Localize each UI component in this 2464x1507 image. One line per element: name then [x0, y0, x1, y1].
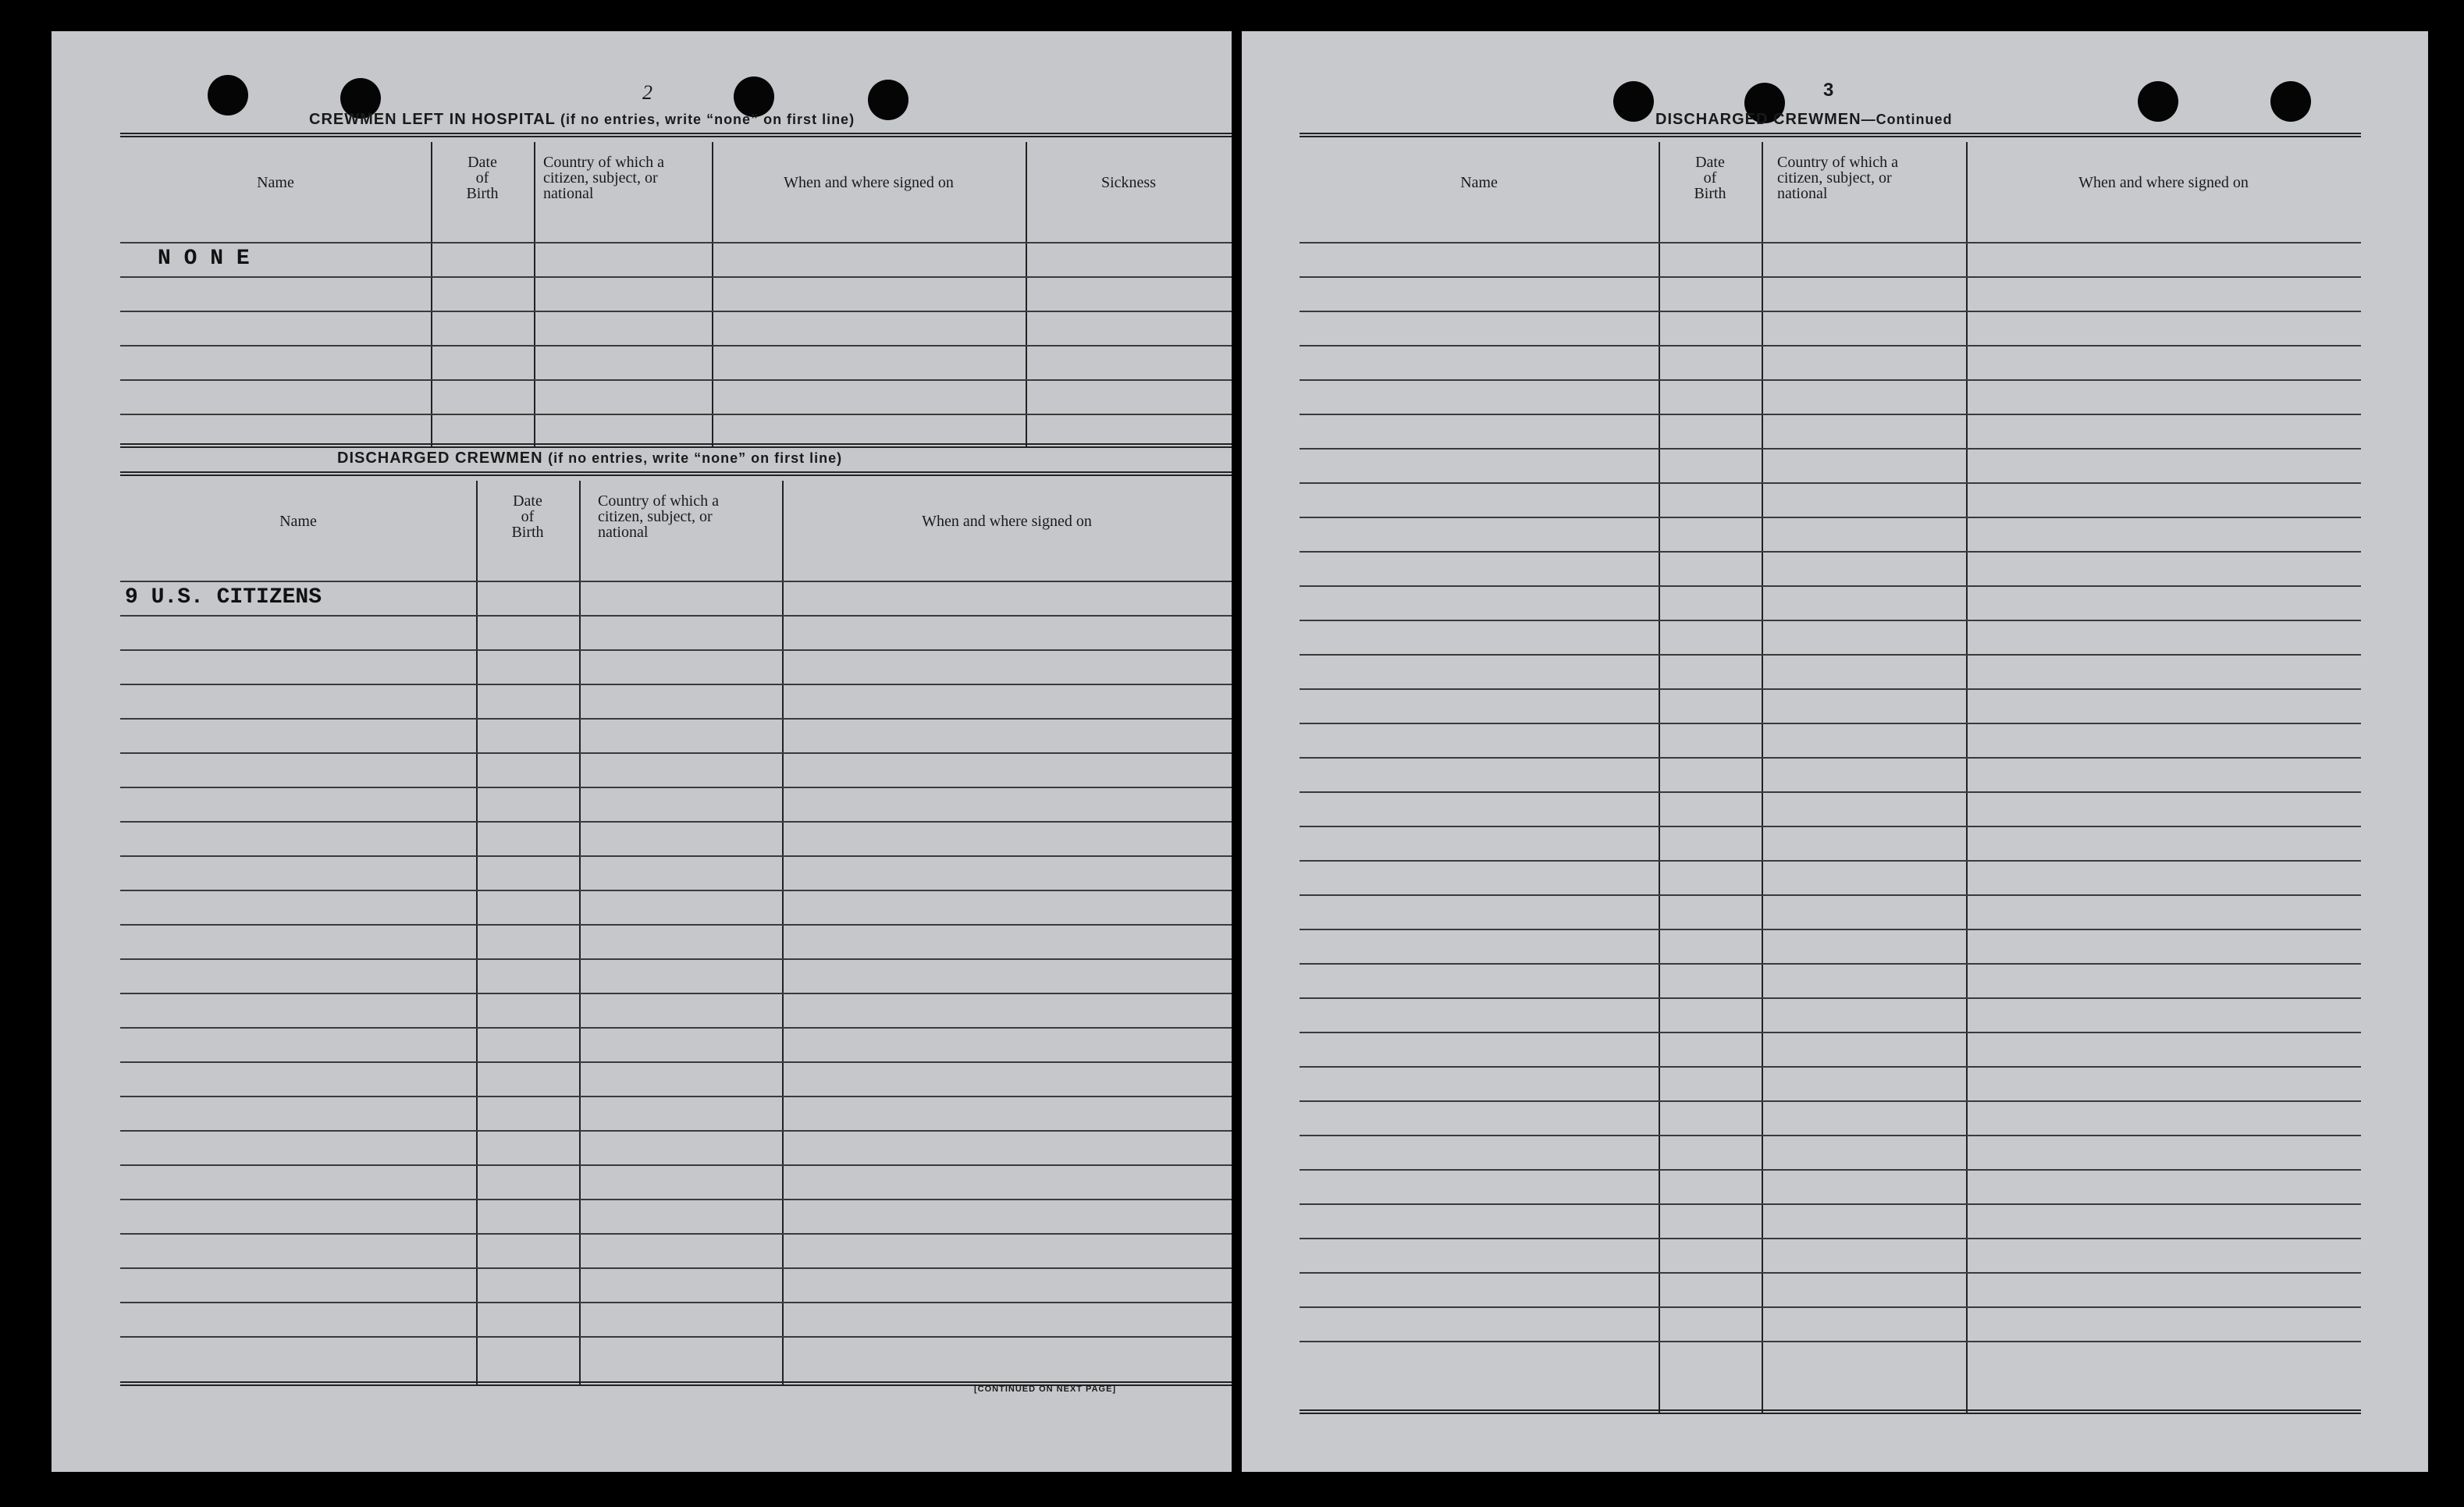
column-header-country: Country of which a citizen, subject, or national	[543, 154, 664, 202]
table-bottom-rule	[120, 443, 1232, 448]
typed-entry: 9 U.S. CITIZENS	[125, 585, 322, 610]
section-rule	[120, 133, 1232, 137]
typed-entry: N O N E	[158, 247, 250, 271]
section-rule	[1300, 133, 2361, 137]
row-line	[1300, 1135, 2361, 1136]
section-title-text: DISCHARGED CREWMEN	[1655, 111, 1861, 128]
row-line	[120, 414, 1232, 415]
row-line	[120, 1336, 1232, 1338]
discharged-table	[120, 481, 1232, 1386]
row-line	[1300, 551, 2361, 553]
row-line	[1300, 620, 2361, 621]
continued-section-title	[1655, 111, 1953, 129]
left-page	[52, 31, 1232, 1472]
row-line	[120, 718, 1232, 720]
row-line	[120, 993, 1232, 994]
row-line	[120, 1302, 1232, 1303]
row-line	[120, 1027, 1232, 1029]
column-divider	[1762, 142, 1763, 1414]
row-line	[120, 1233, 1232, 1235]
row-line	[120, 311, 1232, 312]
column-divider	[1966, 142, 1968, 1414]
row-line	[120, 1130, 1232, 1132]
punch-hole	[2138, 81, 2178, 122]
row-line	[120, 821, 1232, 823]
row-line	[1300, 1238, 2361, 1239]
section-subtitle-text: —Continued	[1861, 112, 1953, 127]
row-line	[1300, 723, 2361, 724]
column-divider	[782, 481, 784, 1386]
column-header-date-of-birth: Date of Birth	[511, 492, 544, 541]
section-rule	[120, 471, 1232, 476]
continued-note: [CONTINUED ON NEXT PAGE]	[974, 1384, 1117, 1394]
row-line	[1300, 1066, 2361, 1068]
row-line	[1300, 791, 2361, 793]
column-divider	[579, 481, 581, 1386]
punch-hole	[1613, 81, 1654, 122]
section-subtitle-text: (if no entries, write “none” on first line)	[548, 450, 843, 466]
row-line	[120, 581, 1232, 582]
row-line	[120, 924, 1232, 926]
row-line	[120, 1061, 1232, 1063]
row-line	[1300, 242, 2361, 243]
row-line	[120, 958, 1232, 960]
row-line	[120, 379, 1232, 381]
right-page	[1242, 31, 2428, 1472]
row-line	[1300, 860, 2361, 862]
table-bottom-rule	[1300, 1409, 2361, 1414]
row-line	[120, 1164, 1232, 1166]
row-line	[1300, 1100, 2361, 1102]
row-line	[120, 242, 1232, 243]
row-line	[1300, 448, 2361, 450]
column-header-name: Name	[279, 513, 317, 530]
row-line	[1300, 1341, 2361, 1342]
column-header-date-of-birth: Date of Birth	[466, 154, 499, 202]
row-line	[120, 752, 1232, 754]
row-line	[120, 345, 1232, 347]
column-header-signed-on: When and where signed on	[784, 174, 954, 191]
row-line	[120, 649, 1232, 651]
row-line	[1300, 997, 2361, 999]
row-line	[1300, 654, 2361, 656]
row-line	[1300, 414, 2361, 415]
column-header-name: Name	[257, 174, 294, 191]
row-line	[120, 276, 1232, 278]
column-header-country: Country of which a citizen, subject, or national	[598, 492, 719, 541]
row-line	[1300, 963, 2361, 965]
column-divider	[476, 481, 478, 1386]
column-header-date-of-birth: Date of Birth	[1694, 154, 1726, 202]
row-line	[1300, 826, 2361, 827]
section-title-text: CREWMEN LEFT IN HOSPITAL	[309, 111, 556, 128]
row-line	[1300, 379, 2361, 381]
row-line	[1300, 585, 2361, 587]
column-header-country: Country of which a citizen, subject, or national	[1777, 154, 1898, 202]
row-line	[1300, 517, 2361, 518]
row-line	[1300, 276, 2361, 278]
section-subtitle-text: (if no entries, write “none” on first line)	[560, 112, 855, 127]
row-line	[1300, 757, 2361, 759]
row-line	[1300, 1306, 2361, 1308]
column-header-signed-on: When and where signed on	[922, 513, 1092, 530]
row-line	[1300, 688, 2361, 690]
punch-hole	[868, 80, 908, 120]
row-line	[120, 1096, 1232, 1097]
row-line	[1300, 929, 2361, 930]
row-line	[1300, 1032, 2361, 1033]
column-header-sickness: Sickness	[1101, 174, 1156, 191]
punch-hole	[2270, 81, 2311, 122]
punch-hole	[208, 75, 248, 116]
row-line	[1300, 311, 2361, 312]
hospital-table	[120, 142, 1232, 448]
row-line	[1300, 345, 2361, 347]
row-line	[1300, 1272, 2361, 1274]
column-divider	[1659, 142, 1660, 1414]
hospital-section-title	[309, 111, 855, 129]
section-title-text: DISCHARGED CREWMEN	[337, 450, 543, 467]
row-line	[120, 787, 1232, 788]
row-line	[1300, 894, 2361, 896]
page-number: 3	[1823, 80, 1834, 101]
row-line	[120, 855, 1232, 857]
row-line	[1300, 1169, 2361, 1171]
column-header-signed-on: When and where signed on	[2078, 174, 2249, 191]
discharged-section-title	[337, 450, 842, 467]
column-header-name: Name	[1460, 174, 1498, 191]
row-line	[120, 890, 1232, 891]
row-line	[120, 615, 1232, 617]
row-line	[120, 1199, 1232, 1200]
row-line	[1300, 1203, 2361, 1205]
row-line	[1300, 482, 2361, 484]
continued-table	[1300, 142, 2361, 1414]
row-line	[120, 684, 1232, 685]
page-number: 2	[642, 81, 652, 104]
row-line	[120, 1267, 1232, 1269]
